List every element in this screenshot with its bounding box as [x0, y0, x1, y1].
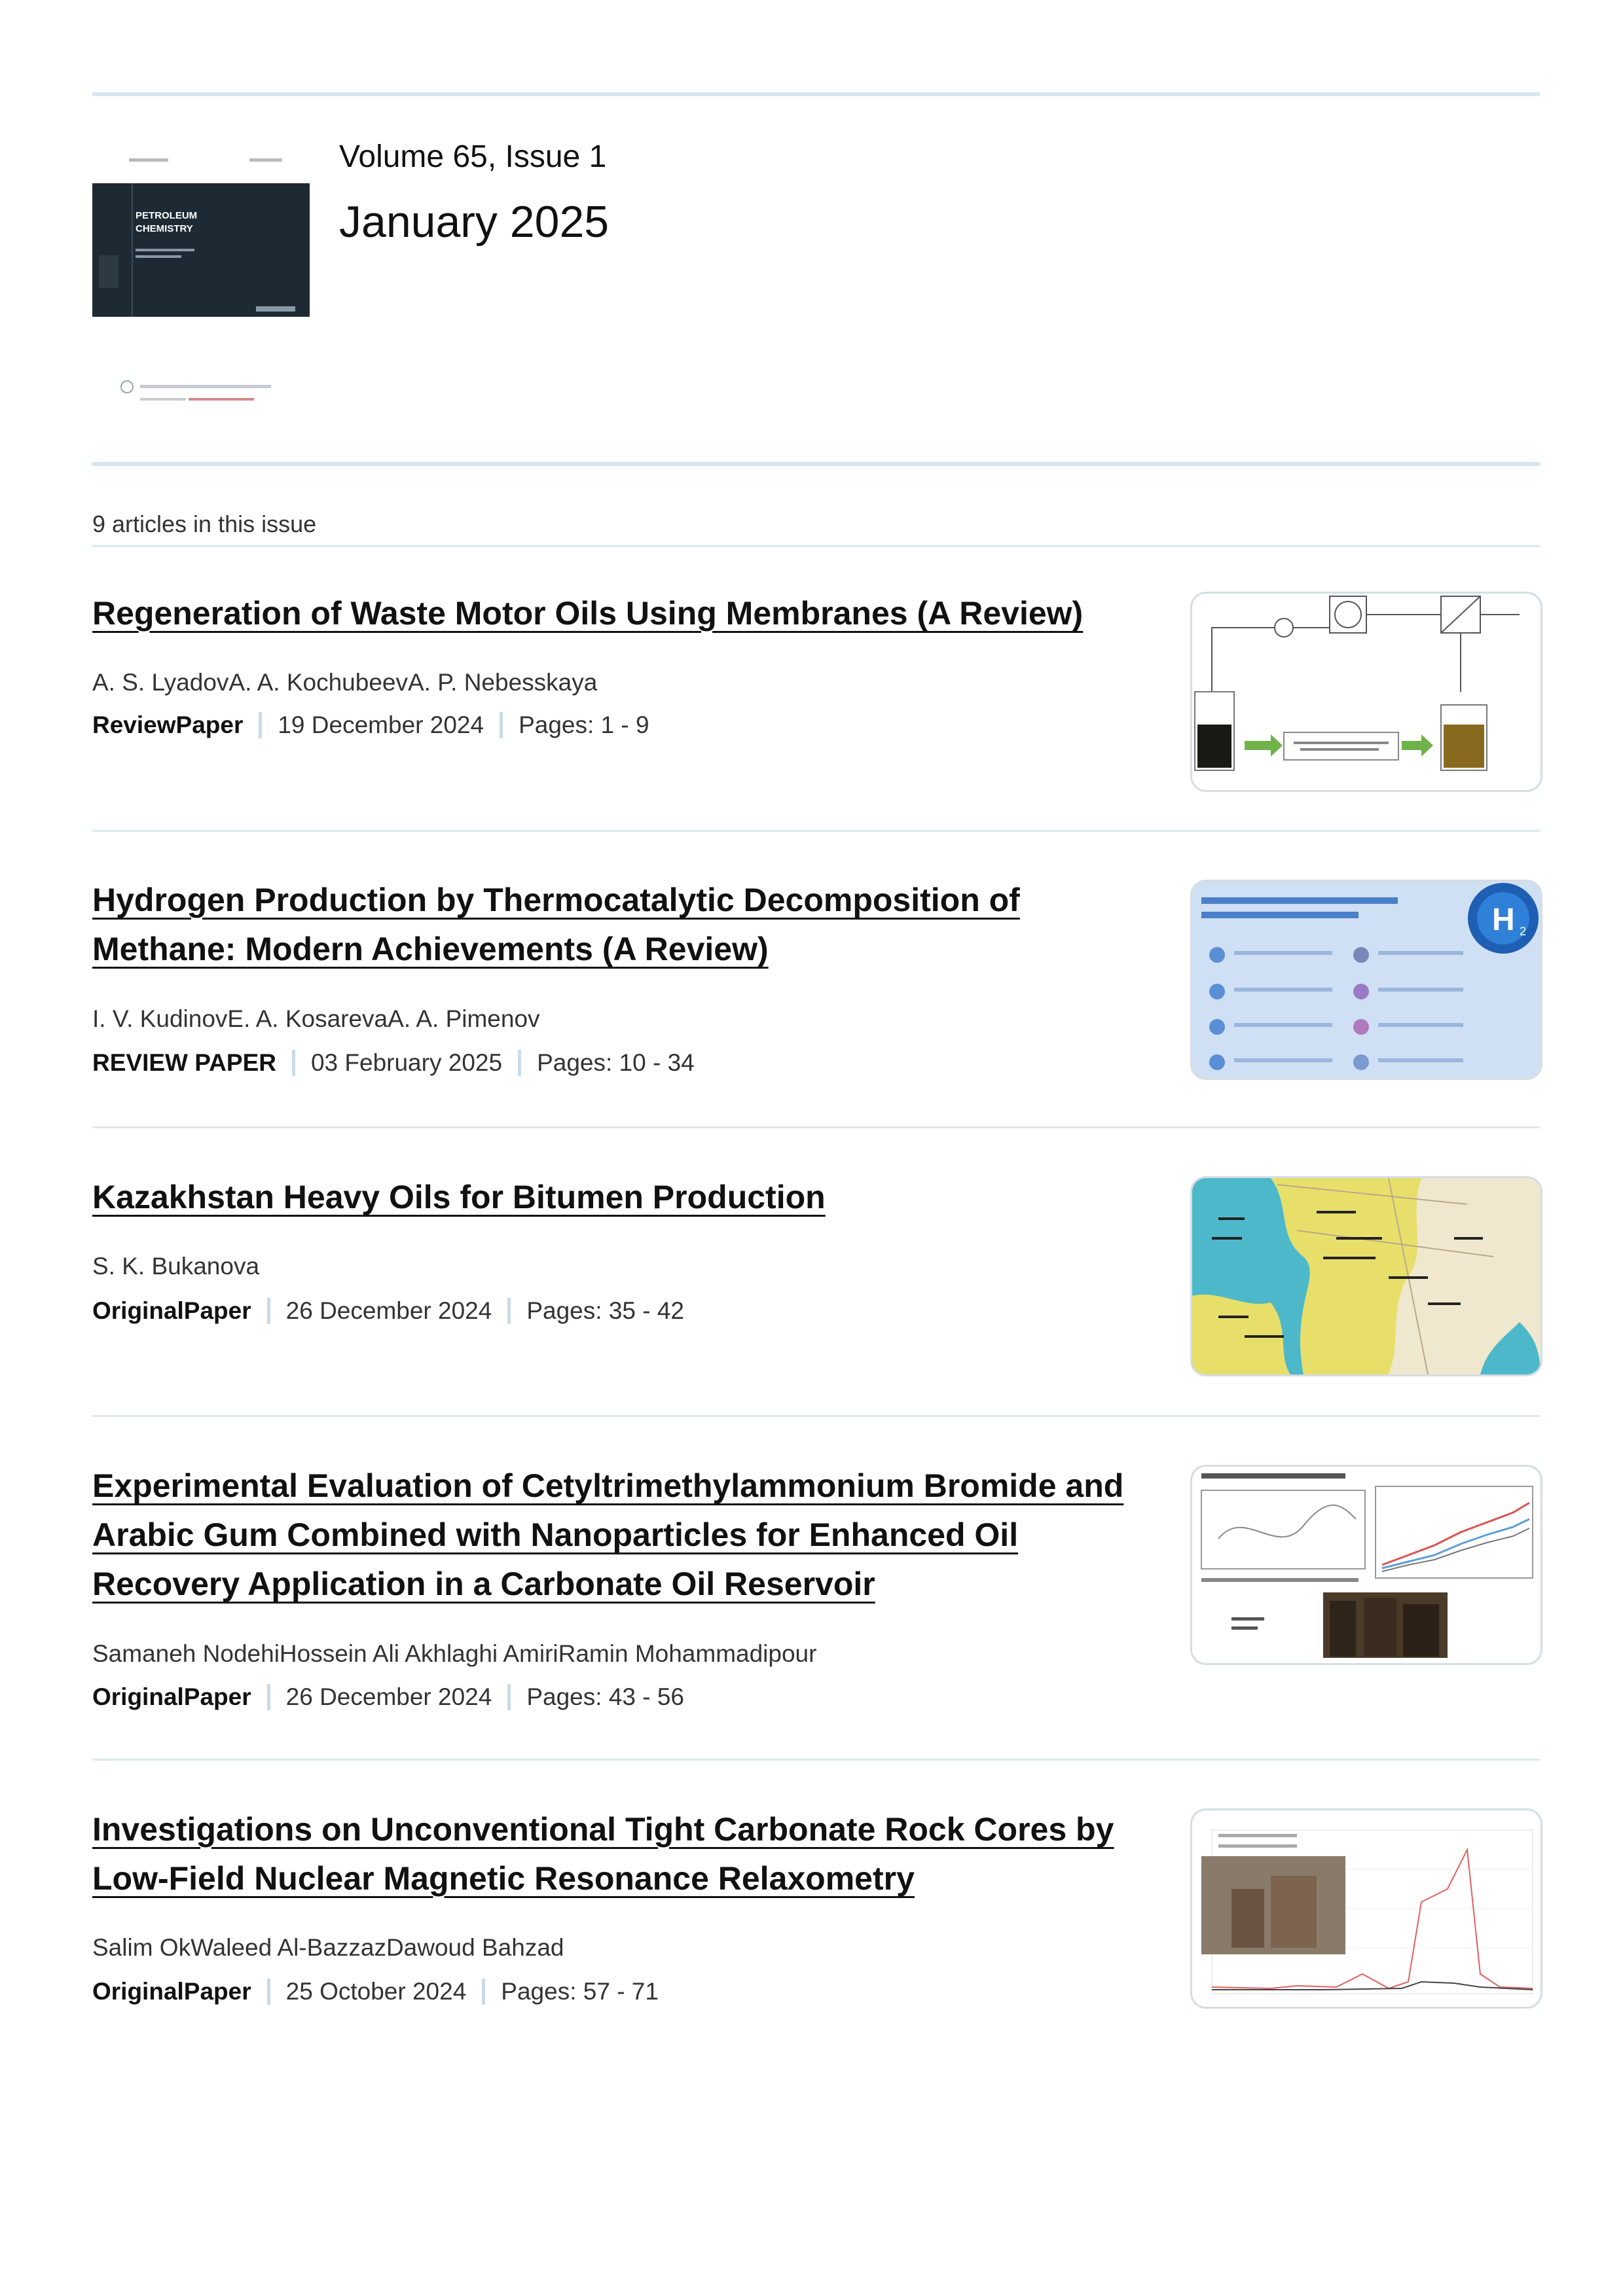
meta-separator: [267, 1979, 270, 2005]
article-authors: Samaneh NodehiHossein Ali Akhlaghi AmiriRamin Mohammadipour: [92, 1640, 817, 1667]
article-title-link[interactable]: Investigations on Unconventional Tight Carbonate Rock Cores by Low-Field Nuclear Magnetic Resonance Relaxometry: [92, 1811, 1114, 1897]
article-graphical-abstract[interactable]: [1190, 1176, 1542, 1376]
cover-title-line-2: CHEMISTRY: [136, 223, 193, 234]
article-type: OriginalPaper: [92, 1297, 251, 1324]
article-type: OriginalPaper: [92, 1978, 251, 2005]
published-date: 19 December 2024: [278, 711, 484, 738]
page-range: Pages: 43 - 56: [526, 1683, 685, 1710]
meta-separator: [507, 1684, 511, 1710]
meta-separator: [500, 712, 503, 738]
published-date: 26 December 2024: [285, 1297, 492, 1324]
article-title-link[interactable]: Hydrogen Production by Thermocatalytic Decomposition of Methane: Modern Achievements (A Review): [92, 882, 1020, 967]
article-authors: I. V. KudinovE. A. KosarevaA. A. Pimenov: [92, 1005, 540, 1032]
article-divider: [92, 1415, 1540, 1417]
article-meta: [92, 1683, 684, 1711]
article-meta: [92, 1978, 659, 2005]
article-divider: [92, 1759, 1540, 1761]
article-authors: Salim OkWaleed Al-BazzazDawoud Bahzad: [92, 1934, 564, 1961]
article-meta: [92, 711, 649, 739]
published-date: 03 February 2025: [310, 1049, 503, 1076]
published-date: 25 October 2024: [285, 1978, 467, 2005]
article-type: OriginalPaper: [92, 1683, 251, 1710]
article-count: 9 articles in this issue: [92, 511, 317, 537]
article-graphical-abstract[interactable]: [1190, 1808, 1542, 2009]
article-type: REVIEW PAPER: [92, 1049, 276, 1076]
publisher-logo: [118, 376, 282, 408]
meta-separator: [267, 1684, 270, 1710]
article-graphical-abstract[interactable]: [1190, 1465, 1542, 1665]
volume-issue: Volume 65, Issue 1: [339, 139, 607, 174]
svg-text:2: 2: [1520, 925, 1527, 938]
page-range: Pages: 1 - 9: [519, 711, 649, 738]
article-title-link[interactable]: Regeneration of Waste Motor Oils Using Membranes (A Review): [92, 595, 1084, 632]
top-rule: [92, 92, 1540, 96]
article-authors: S. K. Bukanova: [92, 1253, 260, 1280]
page-range: Pages: 10 - 34: [537, 1049, 695, 1076]
list-top-rule: [92, 545, 1540, 547]
header-divider: [92, 462, 1540, 466]
article-graphical-abstract[interactable]: [1190, 592, 1542, 792]
article-type: ReviewPaper: [92, 711, 244, 738]
journal-cover-image[interactable]: [92, 151, 310, 317]
meta-separator: [507, 1298, 511, 1324]
meta-separator: [292, 1050, 295, 1076]
meta-separator: [482, 1979, 485, 2005]
published-date: 26 December 2024: [285, 1683, 492, 1710]
cover-title-line-1: PETROLEUM: [136, 210, 198, 221]
meta-separator: [518, 1050, 521, 1076]
page-range: Pages: 35 - 42: [526, 1297, 685, 1324]
article-title-link[interactable]: Experimental Evaluation of Cetyltrimethylammonium Bromide and Arabic Gum Combined with Nanoparticles for Enhanced Oil Recovery Application in a Carbonate Oil Reservoir: [92, 1467, 1124, 1602]
article-graphical-abstract[interactable]: [1190, 880, 1542, 1080]
article-divider: [92, 830, 1540, 832]
issue-date: January 2025: [339, 197, 610, 247]
meta-separator: [259, 712, 262, 738]
page-range: Pages: 57 - 71: [501, 1978, 659, 2005]
article-meta: [92, 1297, 684, 1325]
article-title-link[interactable]: Kazakhstan Heavy Oils for Bitumen Production: [92, 1179, 826, 1215]
article-authors: A. S. LyadovA. A. KochubeevA. P. Nebesskaya: [92, 669, 598, 696]
svg-text:H: H: [1492, 903, 1515, 937]
article-divider: [92, 1126, 1540, 1128]
article-meta: [92, 1049, 695, 1077]
meta-separator: [267, 1298, 270, 1324]
